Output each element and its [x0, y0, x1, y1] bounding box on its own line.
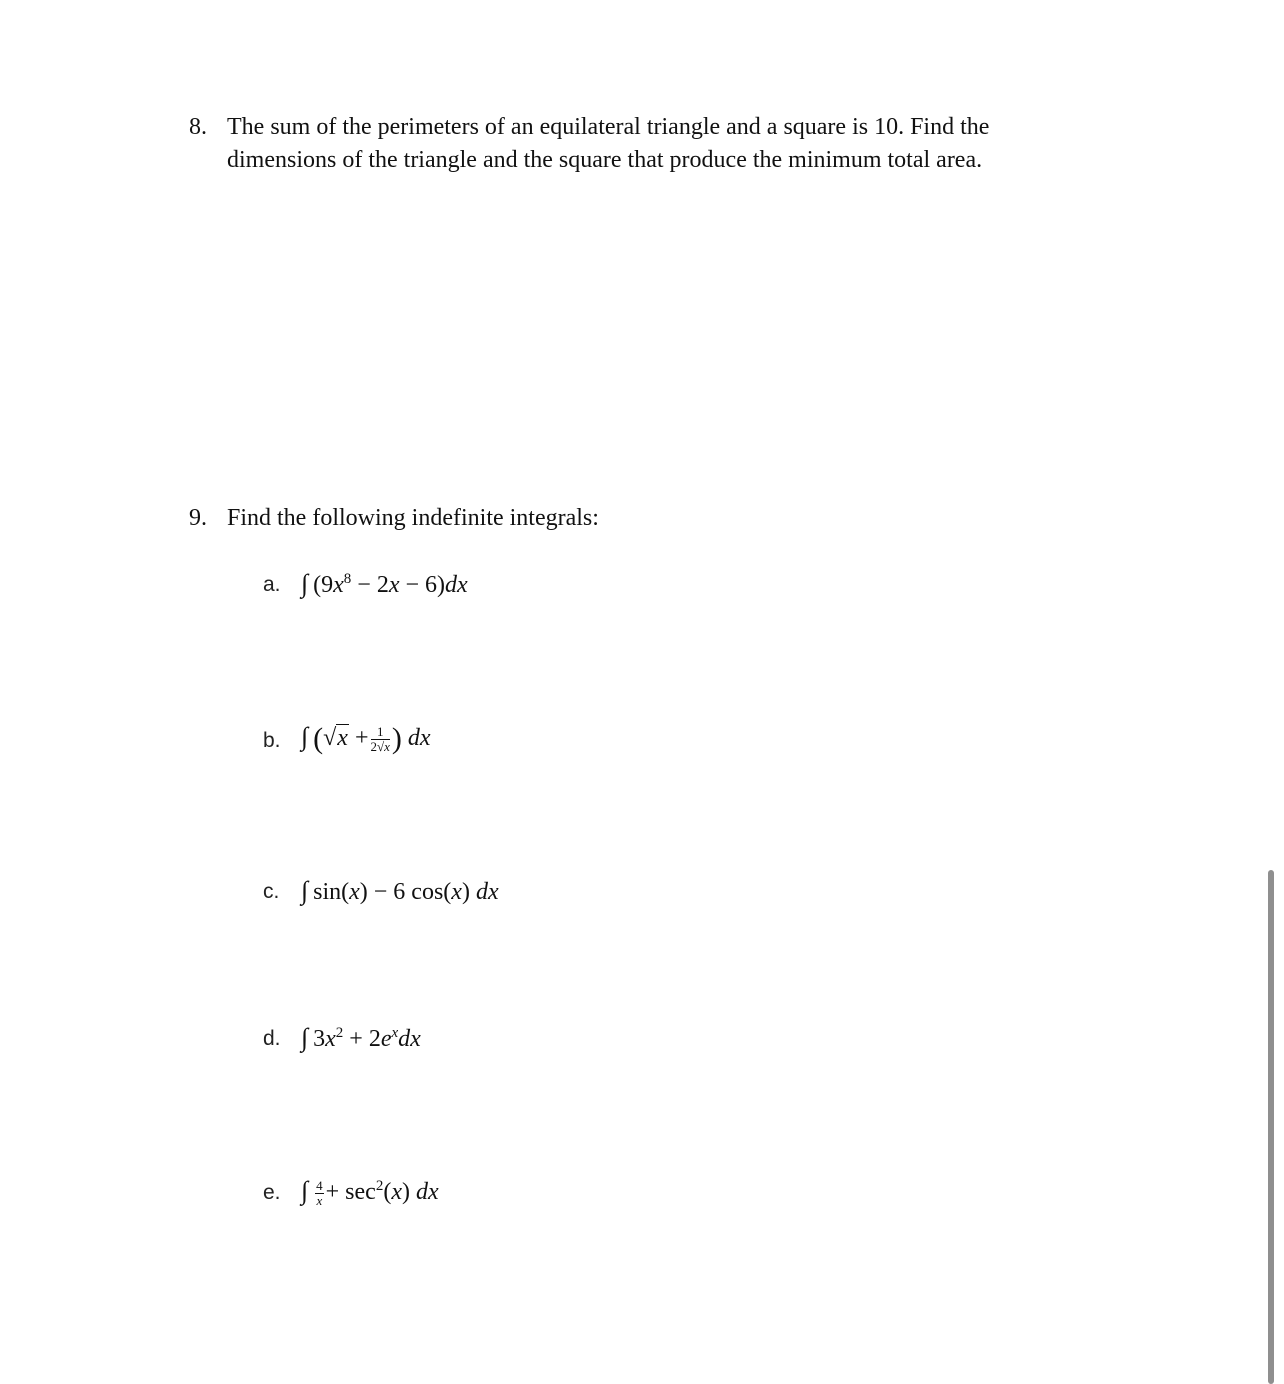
integral-b-expression: ∫ (√x + $\frac{1}{2√x}$ ) dx [301, 722, 431, 755]
vertical-scrollbar[interactable] [1268, 870, 1274, 1384]
integral-d-expression: ∫ $3x^2 + 2e^xdx$ [301, 1023, 421, 1052]
part-c-label: c. [263, 880, 280, 903]
question-9 [189, 502, 1089, 538]
question-9-number: 9. [189, 505, 207, 531]
integral-e-expression: ∫ $\frac{4}{x}$ + $\sec^2(x)$ dx [301, 1176, 439, 1208]
part-a-label: a. [263, 573, 281, 596]
question-8-line-2: dimensions of the triangle and the square that produce the minimum total area. [227, 147, 983, 173]
question-9-text: Find the following indefinite integrals: [227, 505, 599, 531]
question-8 [189, 111, 1089, 181]
part-d-label: d. [263, 1027, 281, 1050]
part-e-label: e. [263, 1181, 281, 1204]
integral-a-expression: ∫ $(9x^8 - 2x - 6)dx$ [301, 569, 468, 598]
part-b-label: b. [263, 729, 281, 752]
question-8-line-1: The sum of the perimeters of an equilateral triangle and a square is 10. Find the [227, 114, 990, 140]
integral-c-expression: ∫ sin(x) − 6 cos(x) dx [301, 876, 499, 905]
question-8-number: 8. [189, 114, 207, 140]
